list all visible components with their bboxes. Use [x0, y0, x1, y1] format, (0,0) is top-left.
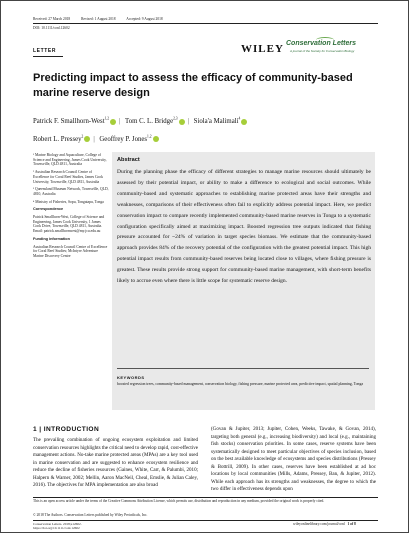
abstract-heading: Abstract: [117, 157, 140, 163]
correspondence-heading: Correspondence: [33, 207, 64, 212]
correspondence-email[interactable]: Email: patrick.smallhornwest@my.jcu.edu.au: [33, 229, 101, 234]
dates-line: [33, 17, 173, 21]
article-title: Predicting impact to assess the efficacy of community-based marine reserve design: [33, 72, 353, 99]
body-column-right: (Govan & Jupiter, 2013; Jupiter, Cohen, Weeks, Tawake, & Govan, 2014), targeting both general (e.g., increasing biodiversity) and local (e.g., maintaining fish stocks) conservation priorities. In some cases, reserve systems have been systematically designed to meet particular objectives of species inclusion, based on the best available knowledge of ecosystems and species distributions (Pressey & Bottrill, 2009). In other cases, reserves have been established at ad hoc locations by local communities (Mills, Adams, Pressey, Ban, & Jupiter, 2012). While each approach has its strengths and weaknesses, the degree to which the two differ in effectiveness depends upon: [211, 426, 376, 493]
citation-doi-link[interactable]: https://doi.org/10.1111/conl.12602: [33, 526, 80, 530]
abstract-text: During the planning phase the efficacy of different strategies to manage marine resources should ultimately be assessed by their potential impact, or ability to make a difference to ecological and social outcomes. While community-based and systematic approaches to establishing marine protected areas have their strengths and weaknesses, comparisons of their effectiveness often fail to explicitly address potential impact. Here, we predict conservation impact to compare recently implemented community-based marine reserves in Tonga to a systematic configuration specifically aimed at maximizing impact. Boosted regression tree outputs indicated that fishing pressure accounted for ~24% of variation in target species biomass. We estimate that the community-based approach provides 84% of the recovery potential of the configuration with the greatest potential impact. This high potential impact results from community-based reserves being located close to villages, where fishing pressure is greatest. These results provide strong support for community-based marine management, with short-term benefits likely to accrue even where there is little scope for systematic reserve design.: [117, 169, 371, 285]
received-date: Received: 27 March 2018: [33, 17, 71, 21]
author: Geoffrey P. Jones$^{1,2}$: [99, 136, 158, 143]
affiliation: ⁴ Ministry of Fisheries, Sopu, Tongatapu, Tonga: [33, 199, 104, 204]
citation: Conservation Letters. 2018;e12602. https://doi.org/10.1111/conl.12602: [33, 522, 82, 530]
body-column-left: The prevailing combination of ongoing ecosystem exploitation and limited conservation resources highlights the critical need to develop rapid, cost-effective management actions. No-take marine protected areas (MPAs) are a key tool used in marine conservation and are suggested to enhance ecosystem resilience and reduce the decline of fisheries resources (Gaines, White, Carr, & Palumbi, 2010; Halpern & Warner, 2002; Mellin, Aaron MacNeil, Cheal, Emslie, & Julian Caley, 2016). The objectives for MPA implementation are also broad: [33, 437, 198, 489]
funding-heading: Funding information: [33, 236, 70, 241]
correspondence-text: Patrick Smallhorn-West, College of Science and Engineering, James Cook University, 1 James Cook Drive, Townsville, QLD 4811, Australia. Email: patrick.smallhornwest@my.jcu.edu.au: [33, 215, 105, 234]
copyright: © 2018 The Authors. Conservation Letters published by Wiley Periodicals, Inc.: [33, 513, 148, 517]
journal-name: Conservation Letters: [286, 40, 357, 47]
affiliation: ² Australian Research Council Centre of Excellence for Coral Reef Studies, James Cook University, Townsville, QLD 4811, Australia: [33, 170, 103, 184]
affiliation: ¹ Marine Biology and Aquaculture, College of Science and Engineering, James Cook University, Townsville, QLD 4811, Australia: [33, 153, 107, 167]
author-list: Patrick F. Smallhorn-West$^{1,2}$ | Tom C. L. Bridge$^{2,3}$ | Siola'a Malimali$^4$ Robert L. Pressey$^2$ | Geoffrey P. Jones$^{1,2}$: [33, 112, 353, 147]
footer-rule: [33, 520, 378, 521]
article-type-rule: [33, 56, 63, 57]
keywords-text: boosted regression trees, community-based management, conservation biology, fishing pressure, marine protected area, predictive impact, spatial planning, Tonga: [117, 382, 364, 386]
keywords-heading: KEYWORDS: [117, 375, 145, 380]
journal-tagline: A journal of the Society for Conservation Biology: [290, 49, 355, 53]
affiliation: ³ Queensland Museum Network, Townsville, QLD, 4810, Australia: [33, 187, 109, 196]
affiliations-column: [33, 153, 109, 262]
author: Patrick F. Smallhorn-West$^{1,2}$: [33, 118, 116, 125]
journal-logo: [286, 40, 382, 58]
author: Tom C. L. Bridge$^{2,3}$: [125, 118, 185, 125]
page-number: 1 of 8: [347, 522, 356, 526]
article-type: LETTER: [33, 48, 57, 54]
revised-date: Revised: 1 August 2018: [81, 17, 116, 21]
footer-right: [293, 522, 356, 526]
keywords-rule: [117, 368, 369, 369]
header-rule: [33, 23, 378, 24]
license-footnote: This is an open access article under the terms of the Creative Commons Attribution License, which permits use, distribution and reproduction in any medium, provided the original work is properly cited.: [33, 499, 325, 503]
orcid-icon[interactable]: [241, 119, 247, 125]
section-heading: 1 | INTRODUCTION: [33, 426, 100, 433]
funding-text: Australian Research Council Centre of Excellence for Coral Reef Studies; McIntyre Adventure Marine Discovery Centre: [33, 244, 108, 258]
author: Robert L. Pressey$^2$: [33, 136, 90, 143]
footnote-rule: [33, 497, 378, 498]
journal-url[interactable]: wileyonlinelibrary.com/journal/conl: [293, 522, 345, 526]
author: Siola'a Malimali$^4$: [194, 118, 248, 125]
orcid-icon[interactable]: [153, 136, 159, 142]
doi: DOI: 10.1111/conl.12602: [33, 26, 70, 30]
orcid-icon[interactable]: [84, 136, 90, 142]
publisher-logo: WILEY: [241, 43, 284, 55]
orcid-icon[interactable]: [110, 119, 116, 125]
accepted-date: Accepted: 9 August 2018: [126, 17, 163, 21]
orcid-icon[interactable]: [179, 119, 185, 125]
